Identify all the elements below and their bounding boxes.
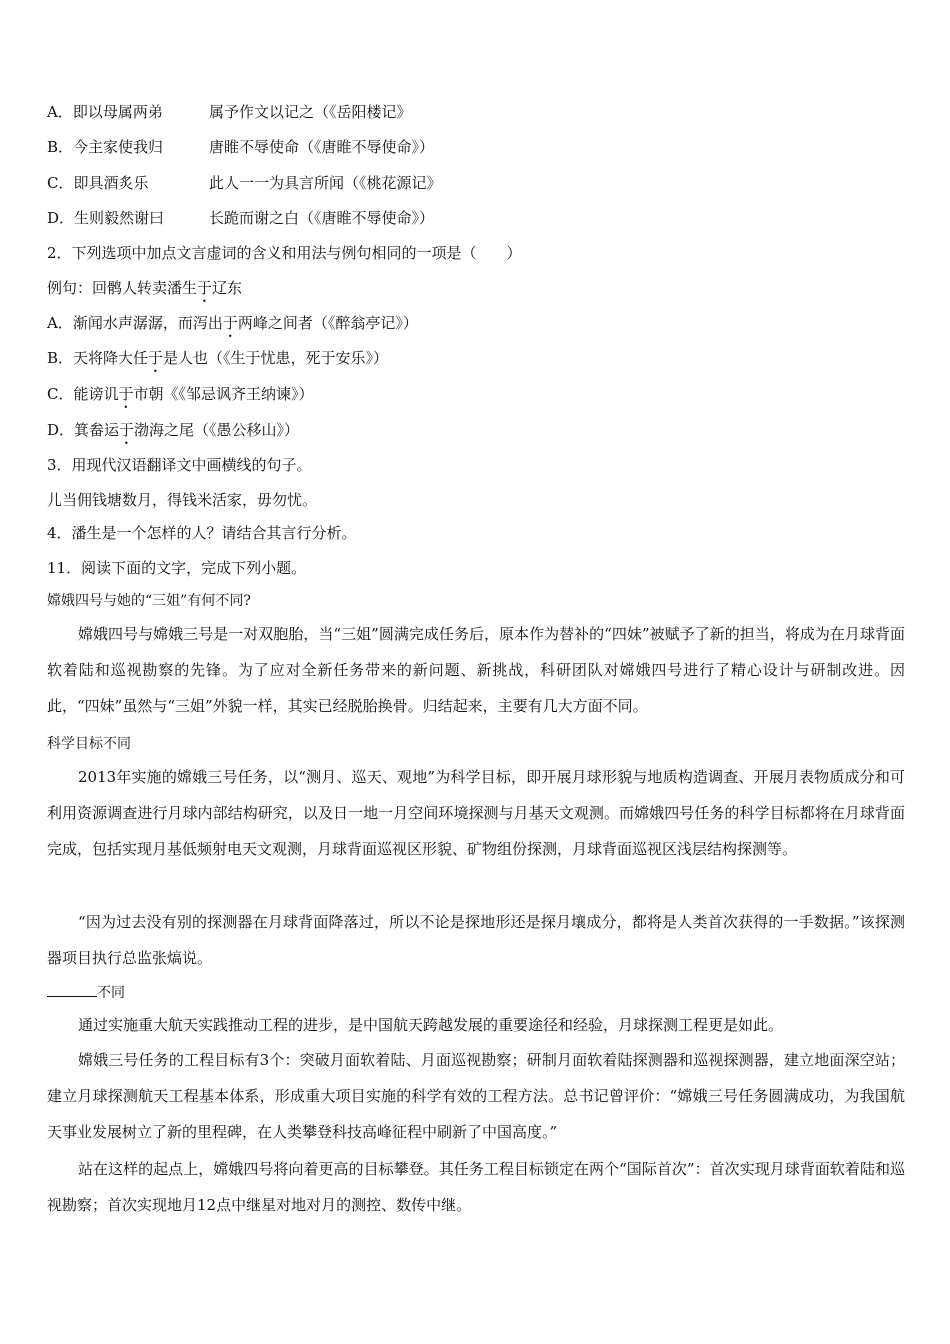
article-paragraph-2: 2013年实施的嫦娥三号任务，以“测月、巡天、观地”为科学目标，即开展月球形貌与地质构造调查、开展月表物质成分和可利用资源调查进行月球内部结构研究，以及日一地一月空间环境探测与月基天文观测。而嫦娥四号任务的科学目标都将在月球背面完成，包括实现月基低频射电天文观测，月球背面巡视区形貌、矿物组份探测，月球背面巡视区浅层结构探测等。	[47, 768, 905, 858]
q1-option-b-label: B．今主家使我归	[47, 138, 164, 156]
q2-option-b-pre: B．天将降大任	[47, 349, 149, 367]
q1-option-a	[47, 102, 412, 122]
q2-example-pre: 例句：回鹘人转卖潘生	[47, 279, 198, 297]
q2-option-c-dotted: 于	[118, 385, 134, 403]
q1-option-d-second: 长跪而谢之白（《唐睢不辱使命》）	[209, 209, 435, 227]
q1-option-c-label: C．即具酒炙乐	[47, 174, 149, 192]
q2-option-a-dotted: 于	[222, 314, 238, 332]
q1-option-c-second: 此人一一为具言所闻（《桃花源记》	[209, 174, 442, 192]
article-paragraph-4: 通过实施重大航天实践推动工程的进步，是中国航天跨越发展的重要途径和经验，月球探测工程更是如此。	[78, 1016, 784, 1034]
section-heading-blank	[47, 982, 125, 1003]
q2-option-c	[47, 384, 314, 412]
q2-option-d-post: 渤海之尾（《愚公移山》）	[134, 421, 300, 439]
q2-option-c-pre: C．能谤讥	[47, 385, 119, 403]
section-heading-blank-suffix: 不同	[97, 985, 125, 1001]
q2-option-b	[47, 348, 388, 376]
fill-in-blank	[47, 982, 97, 997]
q11-stem: 11．阅读下面的文字，完成下列小题。	[47, 559, 307, 577]
q2-option-b-post: 是人也（《生于忧患，死于安乐》）	[163, 349, 389, 367]
q1-option-c	[47, 173, 442, 193]
q1-option-d-label: D．生则毅然谢曰	[47, 209, 165, 227]
q4-stem: 4．潘生是一个怎样的人？请结合其言行分析。	[47, 524, 357, 542]
q2-option-d	[47, 420, 299, 448]
q2-option-a-post: 两峰之间者（《醉翁亭记》）	[237, 314, 418, 332]
q2-example	[47, 278, 242, 306]
article-paragraph-6: 站在这样的起点上，嫦娥四号将向着更高的目标攀登。其任务工程目标锁定在两个“国际首次”：首次实现月球背面软着陆和巡视勘察；首次实现地月12点中继星对地对月的测控、数传中继。	[47, 1160, 905, 1214]
q1-option-a-second: 属予作文以记之（《岳阳楼记》	[209, 103, 412, 121]
q3-sentence: 儿当佣钱塘数月，得钱米活家，毋勿忧。	[47, 491, 318, 509]
q1-option-a-label: A．即以母属两弟	[47, 103, 163, 121]
q2-option-a	[47, 313, 418, 341]
q2-example-dotted: 于	[197, 279, 213, 297]
q1-option-b	[47, 137, 434, 157]
q2-option-c-post: 市朝《《邹忌讽齐王纳谏》）	[133, 385, 314, 403]
q2-stem: 2．下列选项中加点文言虚词的含义和用法与例句相同的一项是（ ）	[47, 244, 522, 262]
q1-option-b-second: 唐睢不辱使命（《唐睢不辱使命》）	[209, 138, 435, 156]
section-heading-science: 科学目标不同	[47, 736, 131, 752]
article-paragraph-3: “因为过去没有别的探测器在月球背面降落过，所以不论是探地形还是探月壤成分，都将是人类首次获得的一手数据。”该探测器项目执行总监张熇说。	[47, 913, 905, 967]
q2-option-d-dotted: 于	[119, 421, 135, 439]
article-paragraph-5: 嫦娥三号任务的工程目标有3个：突破月面软着陆、月面巡视勘察；研制月面软着陆探测器和巡视探测器，建立地面深空站；建立月球探测航天工程基本体系，形成重大项目实施的科学有效的工程方法。总书记曾评价：“嫦娥三号任务圆满成功，为我国航天事业发展树立了新的里程碑，在人类攀登科技高峰征程中刷新了中国高度。”	[47, 1051, 905, 1141]
q2-option-b-dotted: 于	[148, 349, 164, 367]
article-title: 嫦娥四号与她的“三姐”有何不同?	[47, 593, 251, 609]
q2-option-d-pre: D．箕畚运	[47, 421, 120, 439]
q2-option-a-pre: A．渐闻水声潺潺，而泻出	[47, 314, 223, 332]
q2-example-post: 辽东	[212, 279, 243, 297]
article-paragraph-1: 嫦娥四号与嫦娥三号是一对双胞胎，当“三姐”圆满完成任务后，原本作为替补的“四妹”被赋予了新的担当，将成为在月球背面软着陆和巡视勘察的先锋。为了应对全新任务带来的新问题、新挑战，科研团队对嫦娥四号进行了精心设计与研制改进。因此，“四妹”虽然与“三姐”外貌一样，其实已经脱胎换骨。归结起来，主要有几大方面不同。	[47, 625, 905, 715]
q1-option-d	[47, 208, 434, 228]
q3-stem: 3．用现代汉语翻译文中画横线的句子。	[47, 456, 312, 474]
